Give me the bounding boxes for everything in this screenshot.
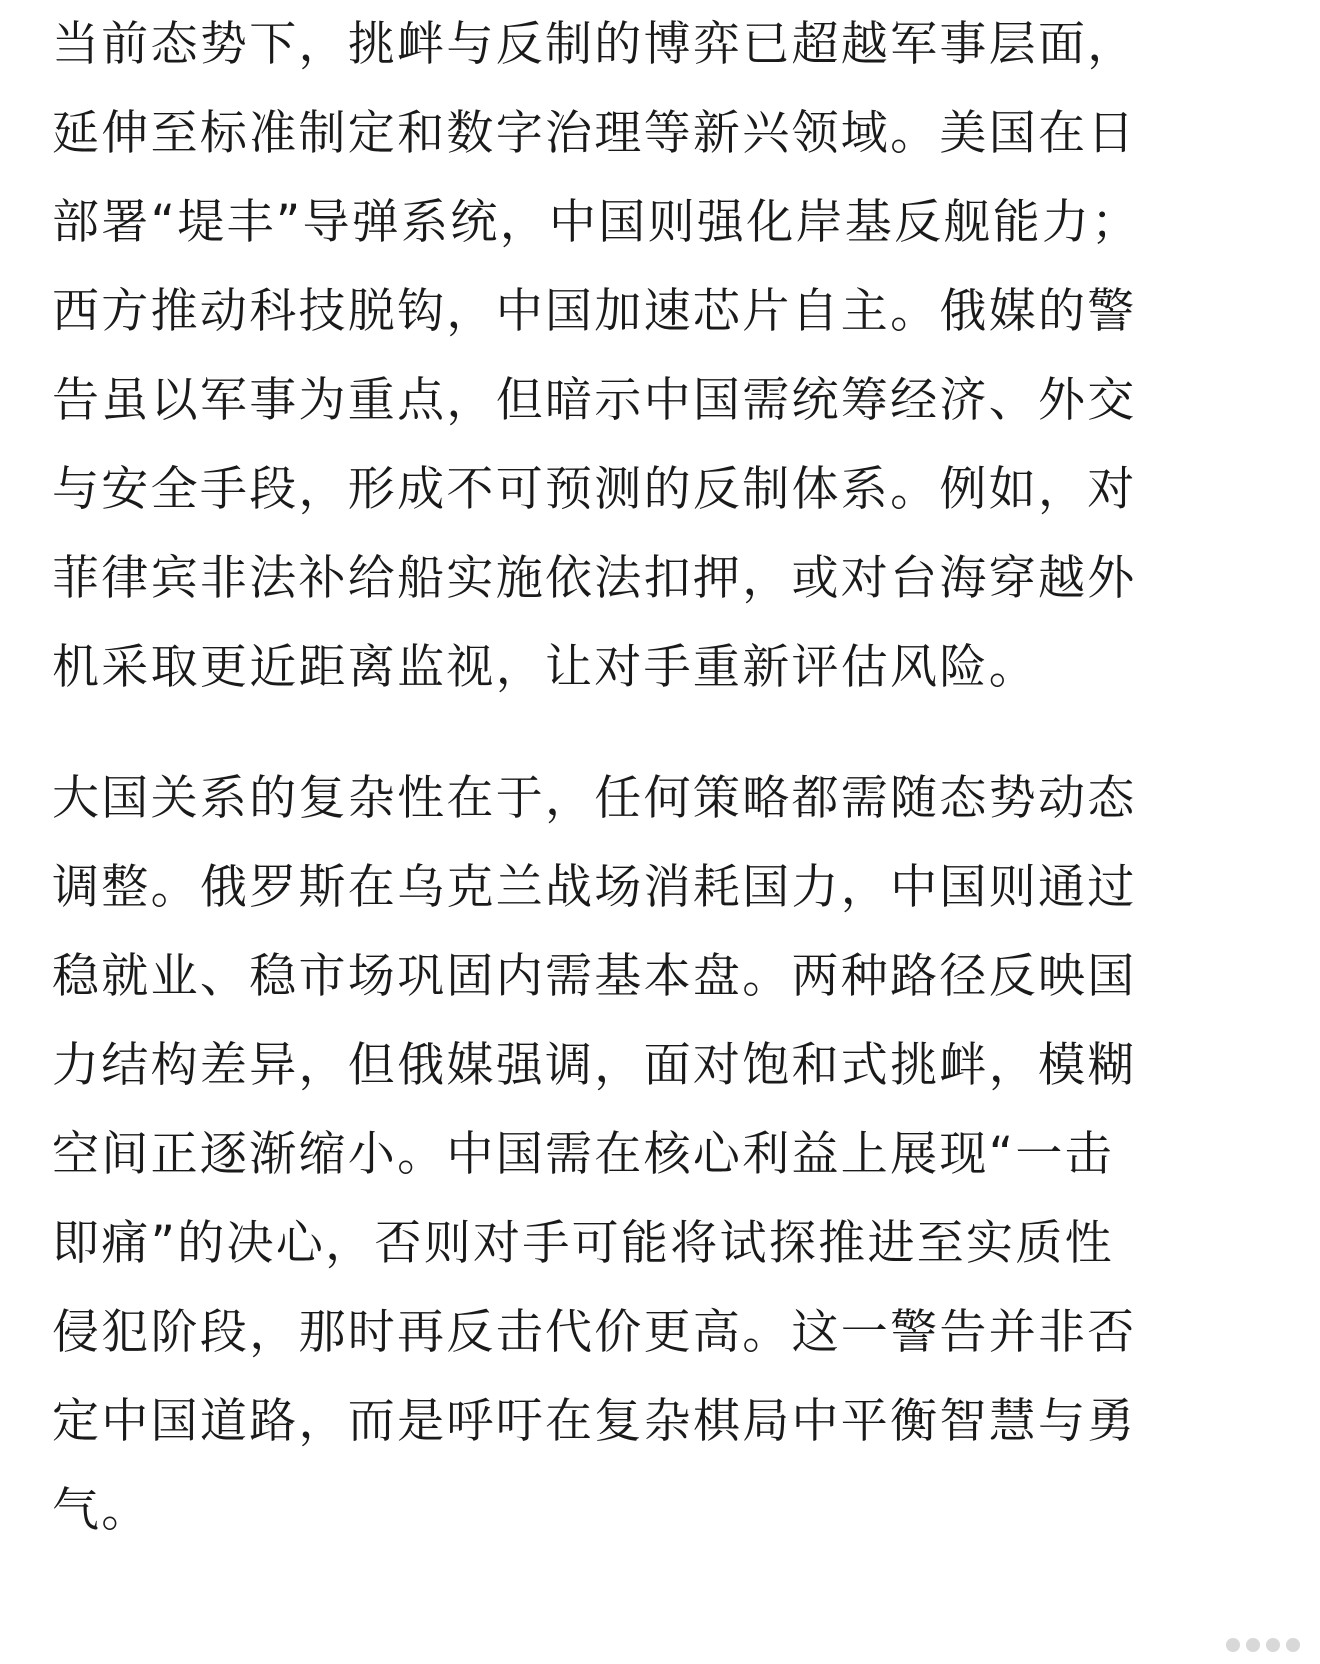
text-line: 西方推动科技脱钩，中国加速芯片自主。俄媒的警 — [52, 284, 1137, 339]
text-line: 调整。俄罗斯在乌克兰战场消耗国力，中国则通过 — [52, 860, 1137, 915]
text-line: 告虽以军事为重点，但暗示中国需统筹经济、外交 — [52, 373, 1137, 428]
text-line: 定中国道路，而是呼吁在复杂棋局中平衡智慧与勇 — [52, 1394, 1137, 1449]
watermark-dots — [1226, 1638, 1300, 1652]
text-line: 即痛”的决心，否则对手可能将试探推进至实质性 — [52, 1216, 1114, 1271]
watermark-dot — [1286, 1638, 1300, 1652]
paragraph-2 — [52, 754, 1202, 1555]
text-line: 侵犯阶段，那时再反击代价更高。这一警告并非否 — [52, 1305, 1137, 1360]
text-line: 空间正逐渐缩小。中国需在核心利益上展现“一击 — [52, 1127, 1114, 1182]
text-line: 延伸至标准制定和数字治理等新兴领域。美国在日 — [52, 106, 1137, 161]
text-line: 与安全手段，形成不可预测的反制体系。例如，对 — [52, 462, 1137, 517]
text-line: 部署“堤丰”导弹系统，中国则强化岸基反舰能力； — [52, 195, 1141, 250]
text-line: 菲律宾非法补给船实施依法扣押，或对台海穿越外 — [52, 551, 1137, 606]
text-line: 气。 — [52, 1483, 151, 1538]
text-line: 当前态势下，挑衅与反制的博弈已超越军事层面， — [52, 17, 1137, 72]
paragraph-spacer — [52, 712, 1202, 754]
article-body — [52, 0, 1202, 1555]
watermark-dot — [1246, 1638, 1260, 1652]
text-line: 机采取更近距离监视，让对手重新评估风险。 — [52, 640, 1038, 695]
text-line: 大国关系的复杂性在于，任何策略都需随态势动态 — [52, 771, 1137, 826]
watermark-dot — [1226, 1638, 1240, 1652]
watermark-dot — [1266, 1638, 1280, 1652]
text-line: 稳就业、稳市场巩固内需基本盘。两种路径反映国 — [52, 949, 1137, 1004]
paragraph-1 — [52, 0, 1202, 712]
text-line: 力结构差异，但俄媒强调，面对饱和式挑衅，模糊 — [52, 1038, 1137, 1093]
